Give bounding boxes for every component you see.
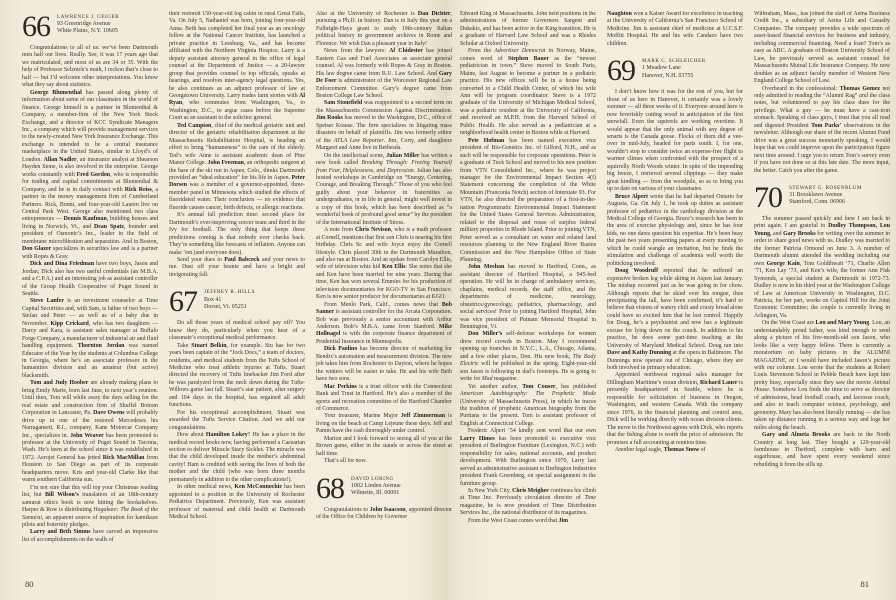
class-notes-paragraph: Larry and Beth Simms have carved an impressive list of accomplishments on the walls of	[22, 529, 158, 543]
class-notes-paragraph: Edward King of Massachusetts. John held positions in the administrations of former Governors Sargent and Dukakis, and has been active in the King transition. He is a graduate of Harvard Law School and was a Rhodes Scholar at Oxford University.	[460, 11, 596, 47]
class-year-numeral: 66	[22, 11, 50, 43]
class-year-numeral: 70	[754, 180, 782, 214]
class-notes-paragraph: their restored 150-year-old log cabin in rural Great Falls, Va. On July 5, Nathaniel was born, joining four-year-old Anna. Beth has completed her final year as an oncology fellow at the National Cancer Institute, has launched a private practice in Leesburg, Va., and has become affiliated with the Northern Virginia Hospice. Larry is a deputy assistant attorney general in the office of legal counsel at the Department of Justice — a 20-lawyer group that provides counsel to top officials, speaks at hearings, and resolves inter-agency legal questions. Yes, he also continues as an adjunct professor of law at Georgetown University. Larry trades farm stories with Al Ryan, who commutes from Washington, Va., to Washington, D.C., to argue cases before the Supreme Court as an assistant to the solicitor general.	[169, 11, 305, 122]
class-notes-paragraph: Mac Perkins is a trust officer with the Connecticut Bank and Trust in Hartford. He’s also a member of the sports and recreation committee of the Hartford Chamber of Commerce.	[316, 383, 452, 413]
class-notes-paragraph: I don’t know how it was for the rest of you, but for those of us here in Hanover, it certainly was a lovely summer — all three weeks of it. Everyone around here is now feverishly cutting wood in anticipation of the first snowfall. Even the squirrels are working overtime. It would appear that the only animal with any degree of smarts is the Canada goose. Flocks of them did a vee-over in mid-July, headed for parts south. I, for one, wouldn’t stop to consider twice an expense-free flight to warmer climes when confronted with the prospect of a squirrelly North Woods winter. In spite of the impending big freeze, I retrieved several clippings — they make great kindling — from the woodpile, so as to bring you up to date on various of your classmates.	[607, 89, 743, 193]
class-notes-paragraph: Congratulations to all of us: we’ve been Dartmouth men half our lives. Really. See, it was 17 years ago that we matriculated, and most of us are 34 or 35. With the help of Professor Selznick’s math, I reckon that’s close to half — but I’d welcome other interpretations. You know what they say about statistics.	[22, 45, 158, 89]
class-notes-paragraph: Naughton won a Kaiser Award for excellence in teaching at the University of California’s San Francisco School of Medicine. Jim is assistant chief of medicine at U.C.S.F. Moffitt Hospital. He and his wife Candace have two children.	[607, 11, 743, 47]
text-column	[316, 11, 452, 571]
text-column	[22, 11, 158, 571]
text-column	[460, 11, 596, 571]
class-notes-paragraph: Ted Campion, chief of the medical geriatric unit and director of the geriatric rehabilitation department at the Massachusetts Rehabilitation Hospital, is heading an effort to bring “humaneness” to the care of the elderly. Ted’s wife Anne is assistant academic dean of Pine Manor College. John Freeman, an orthopedic surgeon at the base of the ski run in Aspen, Colo., thinks Dartmouth provided an “ideal education” for his life in Aspen. Peter Dorsen was a member of a governor-appointed, three-member panel in Minnesota which studied the effects of fluoridated water. Their conclusion — no evidence that fluoride causes cancer, birth defects, or allergic reactions.	[169, 122, 305, 211]
text-column	[169, 11, 305, 571]
class-notes-paragraph: Do all those years of medical school pay off? You know they do, particularly when you hear of a classmate’s exceptional medical performance.	[169, 320, 305, 342]
class-secretary-name: MARK C. SCHLEICHER	[642, 58, 706, 65]
class-notes-paragraph: Steve Lanfer is an investment counselor at Time Capital Securities and, with Sam, is father of two boys — Stefan and Peter — as well as of a baby due in November. Kipp Crickard, who has two daughters — Darcy and Kara, is assistant sales manager at Buffalo Forge Company, a manufacturer of industrial air and fluid handling equipment. Thornton Jordan was named Educator of the Year by the students at Columbus College in Georgia, where he’s an associate professor in the humanities division and an amateur (but active) blacksmith.	[22, 298, 158, 379]
class-secretary-name: STEWART G. ROSENBLUM	[789, 184, 862, 191]
class-notes-paragraph: Also at the University of Rochester is Dan Dichter, pursuing a Ph.D. in history. Dan is in Italy this year on a Fulbright-Hays grant to study 19th-century Italian political history in government archives in Rome and Florence. We wish Dan a pleasant year in Italy!	[316, 11, 452, 47]
class-secretary-address: LAWRENCE J. GEIGER 93 Greenridge Avenue White Plains, N.Y. 10605	[57, 14, 120, 35]
class-notes-paragraph: Doug Woodruff reported that he suffered an expensive broken leg while skiing in Aspen last January. The mishap occurred just as he was going in for chow. Although reports that he skied over his tongue, thus precipitating the fall, have been confirmed, it’s hard to believe that visions of watery chili and crusty bread alone could have so excited him that he lost control. Happily for Doug, he’s a psychiatrist and now has a legitimate excuse for lying down on the couch. In addition to his practice, he does some part-time teaching at the University of Maryland Medical School. Doug ran into Dave and Kathy Dunning at the opera in Baltimore. The Dunnings now operate out of Chicago, where they are both involved in primary education.	[607, 268, 743, 372]
class-section-head	[22, 11, 158, 43]
class-notes-paragraph: Appointed northwest regional sales manager for Dillingham Maritime’s ocean division, Richard Lauer is presently headquartered in Seattle, where he is responsible for solicitation of business in Oregon, Washington, and western Canada. With the company since 1976, in the financial planning and control area, Dick will be working directly with ocean division clients. The move to the Northwest agrees with Dick, who reports that the fishing alone is worth the price of admission. He promises a full accounting at reunion time.	[607, 372, 743, 446]
class-year-numeral: 67	[169, 285, 197, 319]
class-year-numeral: 69	[607, 54, 635, 88]
text-column	[607, 11, 743, 571]
class-notes-paragraph: News from the lawyers: Al Chidester has joined Eastern Gas and Fuel Associates as associate general counsel. Al was formerly with Ropes & Gray in Boston. His law degree came from B.U. Law School. And Gary De Foer is administrator of the Worcester Regional Law Enforcement Committee. Gary’s degree came from Boston College Law School.	[316, 48, 452, 99]
page-number-right: 81	[860, 579, 869, 589]
page-right	[452, 0, 896, 600]
class-notes-paragraph: Overheard in the confessional: Thomas Gomez not only admitted to reading the “Alumni Rag” and the class notes, but volunteered to pay his class dues for the privilege. What a guy — he must have a cast-iron stomach. Speaking of class guys, I trust that you all read and digested President Tom Parks’ observations in the newsletter. Although our share of the recent Alumni Fund drive was a great success monetarily speaking, I would hope that we could improve upon the participation figure next time around. I urge you to return Tom’s survey even if you have not done so at this late date. The more input, the better. Catch you after the game.	[754, 85, 890, 174]
class-secretary-name: DAVID LORING	[351, 475, 394, 482]
class-notes-paragraph: In New York City, Chris Meigher continues his climb at Time Inc. Previously circulation director of Time magazine, he is now president of Time Distribution Services Inc., the national distributor of its magazines.	[460, 488, 596, 517]
class-notes-paragraph: From Menlo Park, Calif., comes news that Bob Sanner is assistant controller for the Arcata Corporation. Bob was previously a senior accountant with Arthur Anderson. Bob’s M.B.A. came from Stanford. Mike Hollnagel is with the corporate finance department of Prudential Insurance in Minneapolis.	[316, 301, 452, 345]
class-section-head	[316, 471, 452, 505]
class-notes-paragraph: Bruce Alpert wrote that he had departed Ontario for Augusta, Ga. On July 1, he took up duties as assistant professor of pediatrics in the cardiology division at the Medical College of Georgia. Bruce’s research has been in the area of exercise physiology and, since he has four kids, no one dares question his expertise. He’s been busy the past two years presenting papers at every meeting to which he could wangle an invitation, but he finds the stimulation and challenge of academia well worth the politicking involved.	[607, 193, 743, 267]
class-notes-paragraph: Send your dues to Paul Babcock and your news to me. Dust off your beanie and have a bright and invigorating fall.	[169, 256, 305, 278]
class-notes-paragraph: On the intellectual scene, Julian Miller has written a new book called Breaking Through: Freeing Yourself from Fear, Helplessness, and Depression. Julian has also hosted workshops in Cambridge on “Energy, Centering, Courage, and Breaking Through.” Those of you who feel guilty about your behavior in fraternities as undergraduates, or in life in general, might well invest in a copy of this book, which has been described as “a wonderful book of profound good sense” by the president of the International Institute of Stress.	[316, 152, 452, 226]
class-year-numeral: 68	[316, 471, 344, 505]
class-section-head	[754, 180, 890, 214]
class-notes-paragraph: A note from Chris Nevison, who is a math professor at Cornell, mentions that first son Chris is nearing his first birthday. Chris Sr. and wife Joyce enjoy the Cornell lifestyle. Chris placed 30th in the Dartmouth Marathon, and also ran at Boston. And an update from Carolyn Ellis, wife of television whiz kid Ken Ellis: She notes that she and Ken have been married for nine years. During that time, Ken has won several Emmies for his production of television documentaries for KGO-TV in San Francisco. Ken is now senior producer for documentaries at KGO.	[316, 227, 452, 301]
class-notes-paragraph: Tom and Judy Hoober are already making plans to bring Emily Marie, born last June, to next year’s reunion. Until then, Tom will while away the days selling for the real estate and construction firm of Shuffel Bottom Corporation in Lancaster, Pa. Dave Owens will probably drive up in one of the restored Mercedeses his Narragansett, R.I., company, Kane Motorcar Company Inc., specializes in. John Weaver has been promoted to professor at the University of Puget Sound in Tacoma, Wash. He’s been at the school since it was established in 1972. Aerojet General has jetted Rick MacMillan from Houston to San Diego as part of its corporate headquarters move. Kris and year-old Clarke like that warm southern California sun.	[22, 380, 158, 484]
class-notes-paragraph: It’s annual fall prediction time: second place for Dartmouth’s ever-improving soccer team and third in the Ivy for football. The only thing that keeps these predictions coming is that nobody ever checks back. They’re something like forecasts of inflation. Anyone can make ’em (and everyone does).	[169, 212, 305, 256]
class-secretary-name: JEFFREY R. HILLS	[204, 289, 255, 296]
class-notes-paragraph: That’s all for now.	[324, 458, 367, 465]
class-notes-paragraph: Take Stuart Belkin, for example. Stu has for two years been captain of the “Jock Docs,” a team of doctors, residents, and medical students from the Tufts School of Medicine who treat athletic injuries at Tufts. Stuart directed the recovery of Tufts linebacker Jim Ford after he was paralyzed from the neck down during the Tufts-Willows game last fall. Stuart’s star patient, after surgery and 104 days in the hospital, has regained all adult functions.	[169, 342, 305, 409]
class-notes-paragraph: Another legal eagle, Thomas Snow of	[615, 447, 706, 454]
page-number-left: 80	[25, 579, 34, 589]
class-notes-paragraph: Pete Hofman has been named executive vice president of Bio-Genetics Inc. of Gilford, N.H., and as such will be responsible for corporate operations. Peter is a graduate of Tuck School and moved to his new position from VTN Consolidated Inc., where he was project manager for the Environmental Impact Section 4(f) Statement concerning the completion of the White Mountain (Franconia Notch) section of Interstate 93. For VTN, he also directed the preparation of a first-in-the-nation Programmatic Environmental Impact Statement for the United States General Services Administration, related to the disposal and reuse of surplus federal military properties in Rhode Island. Prior to joining VTN, Peter served as a consultant on water and related land resources planning to the New England River Basins Commission and the New Hampshire Office of State Planning.	[460, 137, 596, 263]
class-notes-paragraph: How about Hamilton Lokey? He has a place in the medical record books now, having performed a Caesarian section to deliver Miracle Stacy Sickles. The miracle was that the child developed inside the mother’s abdominal cavity! Ham is credited with saving the lives of both the mother and the child (who was born three months prematurely in addition to the other complications!).	[169, 432, 305, 483]
class-notes-paragraph: Marion and I look forward to seeing all of you at the Brown game, either in the stands or across the street at half time.	[316, 435, 452, 457]
class-notes-paragraph: George Blumenthal has passed along plenty of information about some of our classmates in the world of finance. George himself is a partner in Blumenthal & Company, a member-firm of the New York Stock Exchange, and a director of KCC Syndicate Managers Inc., a company which will provide management services to the newly-created New York Insurance Exchange. This exchange is intended to be a central insurance marketplace in the United States, similar to Lloyd’s of London. Allan Nadler, an insurance analyst at Shearson Hayden Stone, is also involved in the enterprise. George works constantly with Fred Gordon, who is responsible for trading and capital commitments at Blumenthal & Company, and he is in daily contact with Rick Reiss, a partner in the money management firm of Cumberland Partners. Rick, Bonni, and four-year-old Lauren live on Central Park West. George also mentioned two class entrepreneurs — Dennis Kaufman, building houses and living in Norwich, Vt., and Dean Spatz, founder and president of Osmonic’s Inc., leader in the field of membrane microfiltration and separation. And in Boston, Don Glazer specializes in securities law and is a partner with Ropes & Gray.	[22, 89, 158, 260]
class-notes-paragraph: Dick and Dina Friedman have two boys, Jason and Jordan; Dick also has two useful credentials (an M.B.A. and a C.P.A.) and an interesting job as assistant controller of the Group Health Cooperative of Puget Sound in Seattle.	[22, 261, 158, 297]
class-secretary-address: MARK C. SCHLEICHER 1 Meadow Lane Hanover, N.H. 03755	[642, 58, 706, 79]
class-notes-paragraph: The summer passed quickly and here I am back in print again. I am grateful to Dudley Thompson, Lou Young, and Gary Brooks for writing over the summer in order to share good news with us. Dudley was married to the former Patricia Ormond on June 3. A number of Dartmouth alumni attended the wedding including our own George Kain, Tom Goldthwait ’71, Charlie Allen ’71, Ken Lay ’73, and Ken’s wife, the former Ann Fisk Symonds, a special student at Dartmouth in 1972-73. Dudley is now in his third year at the Washington College of Law at American University in Washington, D.C. Patricia, for her part, works on Capitol Hill for the Joint Economic Committee; the couple is currently living in Arlington, Va.	[754, 215, 890, 319]
class-notes-paragraph: For his exceptional accomplishment, Stuart was awarded the Tufts Service Citation. And we add our congratulations.	[169, 409, 305, 431]
page-right-columns	[460, 11, 890, 571]
class-secretary-name: LAWRENCE J. GEIGER	[57, 14, 120, 20]
class-secretary-address: JEFFREY R. HILLS Box 41 Dorset, Vt. 05251	[204, 289, 255, 310]
page-left-columns	[22, 11, 452, 571]
class-notes-paragraph: I’m not sure that this will top your Christmas reading list, but Bill Wilson’s translation of an 18th-century samurai ethics book is now hitting the bookshelves. Harper & Row is distributing Hagakure: The Book of the Samurai, an apparent source of inspiration for kamikaze pilots and fraternity pledges.	[22, 484, 158, 528]
class-notes-paragraph: Congratulations to John Isaacson, appointed director of the Office for Children by Governor	[316, 506, 452, 521]
class-notes-paragraph: Wilbraham, Mass., has joined the staff of Aetna Business Credit Inc., a subsidiary of Aetna Life and Casualty Companies. The company provides a wide spectrum of asset-based financial services for business and industry, including commercial financing. Need a loan? Tom’s as easy as ABC. A graduate of Boston University School of Law, he previously served as assistant counsel for Massachusetts Mutual Life Insurance Company. He now doubles as an adjunct faculty member of Western New England College School of Law.	[754, 11, 890, 85]
class-notes-paragraph: Gary and Almeta Brooks are back in the North Country at long last. They bought a 120-year-old farmhouse in Thetford, complete with barn and sugarhouse, and have spent every weekend since rebuilding it from the sills up.	[754, 432, 890, 468]
class-notes-paragraph: Sam Stonefield was reappointed to a second term on the Massachusetts Commission Against Discrimination. Jim Rooks has moved to the Washington, D.C., office of Speiser Krause. The firm specializes in litigating mass disasters on behalf of plaintiffs. Jim was formerly editor of the ATLA Law Reporter. Jim, Corty, and daughters Margaret and Anne live in Bethesda.	[316, 100, 452, 152]
class-notes-paragraph: Yet another author, Tom Couser, has published American Autobiography: The Prophetic Mode (University of Massachusetts Press), in which he traces the tradition of prophetic American biography from the Puritans to the present. Tom is assistant professor of English at Connecticut College.	[460, 383, 596, 427]
class-secretary-address: STEWART G. ROSENBLUM 31 Brooklawn Avenue Stamford, Conn. 06906	[789, 184, 862, 206]
text-column	[754, 11, 890, 571]
class-section-head	[607, 54, 743, 88]
class-notes-paragraph: John Meehan has moved to Hartford, Conn., as assistant director of Hartford Hospital, a 945-bed operation. He will be in charge of ambulatory services, chaplains, medical records, the staff office, and the departments of medicine, neurology, obstetrics/gynecology, pediatrics, pharmacology, and social services! Prior to joining Hartford Hospital, John was vice president of Putnam Memorial Hospital in Bennington, Vt.	[460, 264, 596, 331]
class-notes-paragraph: Dick Paolino has become director of marketing for Bendix’s automation and measurement division. The new job takes him from Rochester to Dayton, where he hopes the winters will be easier to take. He and his wife Beth have two sons.	[316, 346, 452, 383]
class-notes-paragraph: From the Advertiser Democrat in Norway, Maine, comes word of Stephen Bauer as the “newest pediatrician in town.” Steve moved to South Paris, Maine, last August to become a partner in a pediatric practice. His new offices will be in a house being converted to a Child Health Center, of which his wife Ann will be program coordinator. Steve is a 1972 graduate of the University of Michigan Medical School, was a pediatric resident at the University of California, and received an M.P.H. from the Harvard School of Public Health. He also served as a pediatrician at a neighborhood health center in Boston while at Harvard.	[460, 48, 596, 137]
class-notes-paragraph: Frederic Alpert ’54 kindly sent word that our own Larry Himes has been promoted to executive vice president of Burlington Furniture (Lexington, N.C.) with responsibility for sales, national accounts, and product development. With Burlington since 1970, Larry last served as administrative assistant to Burlington Industries president Frank Greenberg, on special assignment in the furniture group.	[460, 428, 596, 487]
class-notes-paragraph: From the West Coast comes word that Jim	[468, 517, 569, 524]
class-section-head	[169, 285, 305, 319]
class-notes-paragraph: Your treasurer, Marine Major Jeff Zimmerman is living on the beach at Camp Lejeune these days. Jeff and Pamm have the cash thoroughly under control.	[316, 413, 452, 435]
class-notes-paragraph: Don Miller’s self-defense workshops for women drew record crowds in Boston. May I recommend opening up branches in N.Y.C., L.A., Chicago, Atlanta, and a few other places, Don. His new book, The Body Electric will be published in the spring. Eight-year-old son Jason is following in dad’s footsteps. He is going to write for Mad magazine.	[460, 331, 596, 383]
class-secretary-address: DAVID LORING 1002 Linden Avenue Wilmette, Ill. 60091	[351, 475, 401, 497]
class-notes-paragraph: On the West Coast are Lou and Mary Young. Lou, an understandably proud father, was kind enough to send along a picture of his five-month-old son Jason, who looks like a very happy fellow. There is currently a moratorium on baby pictures in the ALUMNI MAGAZINE, or I would have included Jason’s picture with our column. Lou wrote that the students at Robert Louis Stevenson School in Pebble Beach have kept him pretty busy, especially since they saw the movie Animal House. Somehow Lou finds the time to serve as director of admissions, head football coach, and lacrosse coach, and also to teach computer science, psychology, and geometry. Mary has also been literally running — she has taken up distance running in a serious way and logs her miles along the beach.	[754, 320, 890, 431]
class-notes-paragraph: In other medical news, Ken McConnochie has been appointed to a position in the University of Rochester Pediatrics Department. Previously, Ken was assistant professor of maternal and child health at Dartmouth Medical School.	[169, 484, 305, 521]
